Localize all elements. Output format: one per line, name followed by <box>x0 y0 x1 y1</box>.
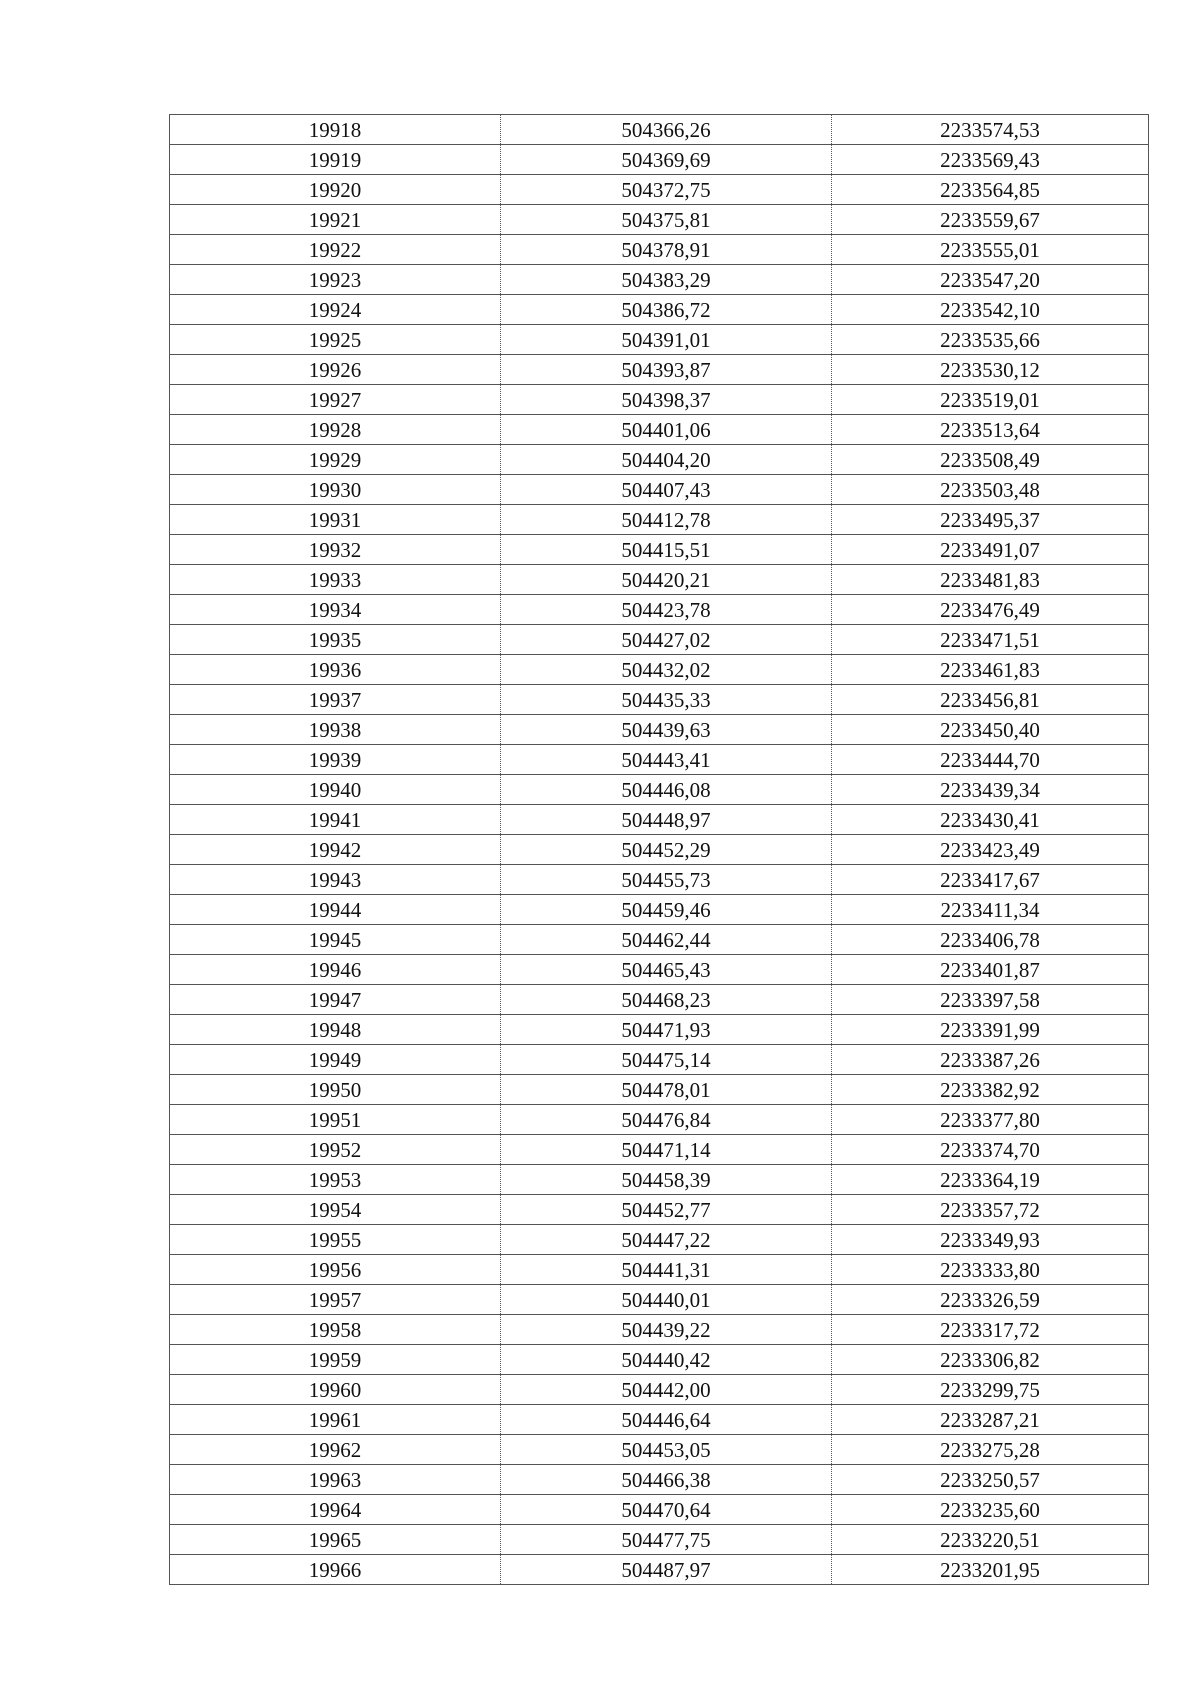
coordinate-table <box>169 114 1149 1585</box>
y-coordinate-cell: 2233559,67 <box>832 205 1149 235</box>
point-number-cell: 19966 <box>170 1555 501 1585</box>
x-coordinate-cell: 504420,21 <box>501 565 832 595</box>
x-coordinate-cell: 504458,39 <box>501 1165 832 1195</box>
point-number-cell: 19929 <box>170 445 501 475</box>
table-row <box>170 1075 1149 1105</box>
point-number-cell: 19931 <box>170 505 501 535</box>
x-coordinate-cell: 504459,46 <box>501 895 832 925</box>
point-number-cell: 19955 <box>170 1225 501 1255</box>
y-coordinate-cell: 2233569,43 <box>832 145 1149 175</box>
x-coordinate-cell: 504455,73 <box>501 865 832 895</box>
x-coordinate-cell: 504366,26 <box>501 115 832 145</box>
x-coordinate-cell: 504415,51 <box>501 535 832 565</box>
y-coordinate-cell: 2233333,80 <box>832 1255 1149 1285</box>
y-coordinate-cell: 2233275,28 <box>832 1435 1149 1465</box>
y-coordinate-cell: 2233456,81 <box>832 685 1149 715</box>
point-number-cell: 19919 <box>170 145 501 175</box>
table-row <box>170 325 1149 355</box>
x-coordinate-cell: 504407,43 <box>501 475 832 505</box>
y-coordinate-cell: 2233495,37 <box>832 505 1149 535</box>
y-coordinate-cell: 2233374,70 <box>832 1135 1149 1165</box>
y-coordinate-cell: 2233201,95 <box>832 1555 1149 1585</box>
y-coordinate-cell: 2233461,83 <box>832 655 1149 685</box>
point-number-cell: 19951 <box>170 1105 501 1135</box>
y-coordinate-cell: 2233564,85 <box>832 175 1149 205</box>
y-coordinate-cell: 2233481,83 <box>832 565 1149 595</box>
point-number-cell: 19952 <box>170 1135 501 1165</box>
point-number-cell: 19930 <box>170 475 501 505</box>
point-number-cell: 19923 <box>170 265 501 295</box>
x-coordinate-cell: 504443,41 <box>501 745 832 775</box>
y-coordinate-cell: 2233535,66 <box>832 325 1149 355</box>
table-row <box>170 895 1149 925</box>
point-number-cell: 19935 <box>170 625 501 655</box>
x-coordinate-cell: 504404,20 <box>501 445 832 475</box>
x-coordinate-cell: 504452,29 <box>501 835 832 865</box>
y-coordinate-cell: 2233220,51 <box>832 1525 1149 1555</box>
table-row <box>170 1165 1149 1195</box>
x-coordinate-cell: 504441,31 <box>501 1255 832 1285</box>
table-row <box>170 775 1149 805</box>
x-coordinate-cell: 504383,29 <box>501 265 832 295</box>
y-coordinate-cell: 2233406,78 <box>832 925 1149 955</box>
y-coordinate-cell: 2233542,10 <box>832 295 1149 325</box>
x-coordinate-cell: 504471,14 <box>501 1135 832 1165</box>
table-row <box>170 1285 1149 1315</box>
point-number-cell: 19963 <box>170 1465 501 1495</box>
point-number-cell: 19937 <box>170 685 501 715</box>
table-row <box>170 625 1149 655</box>
table-row <box>170 745 1149 775</box>
point-number-cell: 19936 <box>170 655 501 685</box>
y-coordinate-cell: 2233423,49 <box>832 835 1149 865</box>
table-row <box>170 685 1149 715</box>
point-number-cell: 19939 <box>170 745 501 775</box>
table-row <box>170 1195 1149 1225</box>
y-coordinate-cell: 2233364,19 <box>832 1165 1149 1195</box>
point-number-cell: 19958 <box>170 1315 501 1345</box>
x-coordinate-cell: 504465,43 <box>501 955 832 985</box>
x-coordinate-cell: 504372,75 <box>501 175 832 205</box>
table-row <box>170 1105 1149 1135</box>
point-number-cell: 19941 <box>170 805 501 835</box>
x-coordinate-cell: 504439,63 <box>501 715 832 745</box>
point-number-cell: 19934 <box>170 595 501 625</box>
x-coordinate-cell: 504487,97 <box>501 1555 832 1585</box>
point-number-cell: 19965 <box>170 1525 501 1555</box>
table-row <box>170 655 1149 685</box>
y-coordinate-cell: 2233235,60 <box>832 1495 1149 1525</box>
table-row <box>170 1435 1149 1465</box>
table-row <box>170 235 1149 265</box>
y-coordinate-cell: 2233326,59 <box>832 1285 1149 1315</box>
table-row <box>170 505 1149 535</box>
y-coordinate-cell: 2233382,92 <box>832 1075 1149 1105</box>
table-row <box>170 265 1149 295</box>
table-row <box>170 1255 1149 1285</box>
x-coordinate-cell: 504391,01 <box>501 325 832 355</box>
point-number-cell: 19949 <box>170 1045 501 1075</box>
table-row <box>170 355 1149 385</box>
y-coordinate-cell: 2233250,57 <box>832 1465 1149 1495</box>
table-row <box>170 175 1149 205</box>
table-row <box>170 205 1149 235</box>
x-coordinate-cell: 504432,02 <box>501 655 832 685</box>
point-number-cell: 19960 <box>170 1375 501 1405</box>
table-row <box>170 1225 1149 1255</box>
y-coordinate-cell: 2233430,41 <box>832 805 1149 835</box>
point-number-cell: 19920 <box>170 175 501 205</box>
x-coordinate-cell: 504471,93 <box>501 1015 832 1045</box>
y-coordinate-cell: 2233519,01 <box>832 385 1149 415</box>
point-number-cell: 19961 <box>170 1405 501 1435</box>
x-coordinate-cell: 504462,44 <box>501 925 832 955</box>
point-number-cell: 19918 <box>170 115 501 145</box>
y-coordinate-cell: 2233547,20 <box>832 265 1149 295</box>
table-row <box>170 595 1149 625</box>
table-row <box>170 865 1149 895</box>
y-coordinate-cell: 2233299,75 <box>832 1375 1149 1405</box>
point-number-cell: 19953 <box>170 1165 501 1195</box>
point-number-cell: 19957 <box>170 1285 501 1315</box>
y-coordinate-cell: 2233287,21 <box>832 1405 1149 1435</box>
table-row <box>170 1015 1149 1045</box>
table-row <box>170 715 1149 745</box>
y-coordinate-cell: 2233391,99 <box>832 1015 1149 1045</box>
table-row <box>170 1345 1149 1375</box>
x-coordinate-cell: 504453,05 <box>501 1435 832 1465</box>
x-coordinate-cell: 504440,42 <box>501 1345 832 1375</box>
x-coordinate-cell: 504448,97 <box>501 805 832 835</box>
x-coordinate-cell: 504477,75 <box>501 1525 832 1555</box>
point-number-cell: 19954 <box>170 1195 501 1225</box>
table-row <box>170 385 1149 415</box>
point-number-cell: 19942 <box>170 835 501 865</box>
y-coordinate-cell: 2233417,67 <box>832 865 1149 895</box>
x-coordinate-cell: 504378,91 <box>501 235 832 265</box>
y-coordinate-cell: 2233306,82 <box>832 1345 1149 1375</box>
x-coordinate-cell: 504478,01 <box>501 1075 832 1105</box>
y-coordinate-cell: 2233530,12 <box>832 355 1149 385</box>
x-coordinate-cell: 504427,02 <box>501 625 832 655</box>
table-row <box>170 1405 1149 1435</box>
x-coordinate-cell: 504476,84 <box>501 1105 832 1135</box>
point-number-cell: 19959 <box>170 1345 501 1375</box>
table-row <box>170 565 1149 595</box>
table-row <box>170 1315 1149 1345</box>
x-coordinate-cell: 504398,37 <box>501 385 832 415</box>
table-row <box>170 1495 1149 1525</box>
y-coordinate-cell: 2233508,49 <box>832 445 1149 475</box>
table-row <box>170 1465 1149 1495</box>
table-row <box>170 835 1149 865</box>
x-coordinate-cell: 504446,64 <box>501 1405 832 1435</box>
coordinate-table-body <box>170 115 1149 1585</box>
point-number-cell: 19932 <box>170 535 501 565</box>
x-coordinate-cell: 504393,87 <box>501 355 832 385</box>
table-row <box>170 1525 1149 1555</box>
table-row <box>170 1045 1149 1075</box>
x-coordinate-cell: 504439,22 <box>501 1315 832 1345</box>
point-number-cell: 19946 <box>170 955 501 985</box>
x-coordinate-cell: 504412,78 <box>501 505 832 535</box>
x-coordinate-cell: 504447,22 <box>501 1225 832 1255</box>
table-row <box>170 985 1149 1015</box>
point-number-cell: 19964 <box>170 1495 501 1525</box>
point-number-cell: 19933 <box>170 565 501 595</box>
x-coordinate-cell: 504468,23 <box>501 985 832 1015</box>
y-coordinate-cell: 2233503,48 <box>832 475 1149 505</box>
y-coordinate-cell: 2233397,58 <box>832 985 1149 1015</box>
table-row <box>170 115 1149 145</box>
table-row <box>170 295 1149 325</box>
x-coordinate-cell: 504466,38 <box>501 1465 832 1495</box>
table-row <box>170 805 1149 835</box>
point-number-cell: 19950 <box>170 1075 501 1105</box>
x-coordinate-cell: 504442,00 <box>501 1375 832 1405</box>
point-number-cell: 19947 <box>170 985 501 1015</box>
table-row <box>170 445 1149 475</box>
point-number-cell: 19926 <box>170 355 501 385</box>
y-coordinate-cell: 2233411,34 <box>832 895 1149 925</box>
table-row <box>170 925 1149 955</box>
point-number-cell: 19940 <box>170 775 501 805</box>
point-number-cell: 19962 <box>170 1435 501 1465</box>
table-row <box>170 145 1149 175</box>
point-number-cell: 19943 <box>170 865 501 895</box>
y-coordinate-cell: 2233574,53 <box>832 115 1149 145</box>
table-row <box>170 415 1149 445</box>
x-coordinate-cell: 504375,81 <box>501 205 832 235</box>
x-coordinate-cell: 504401,06 <box>501 415 832 445</box>
x-coordinate-cell: 504369,69 <box>501 145 832 175</box>
table-row <box>170 1375 1149 1405</box>
x-coordinate-cell: 504435,33 <box>501 685 832 715</box>
point-number-cell: 19922 <box>170 235 501 265</box>
point-number-cell: 19945 <box>170 925 501 955</box>
point-number-cell: 19944 <box>170 895 501 925</box>
point-number-cell: 19938 <box>170 715 501 745</box>
x-coordinate-cell: 504475,14 <box>501 1045 832 1075</box>
x-coordinate-cell: 504446,08 <box>501 775 832 805</box>
table-row <box>170 475 1149 505</box>
y-coordinate-cell: 2233513,64 <box>832 415 1149 445</box>
y-coordinate-cell: 2233491,07 <box>832 535 1149 565</box>
point-number-cell: 19925 <box>170 325 501 355</box>
y-coordinate-cell: 2233471,51 <box>832 625 1149 655</box>
x-coordinate-cell: 504470,64 <box>501 1495 832 1525</box>
x-coordinate-cell: 504386,72 <box>501 295 832 325</box>
y-coordinate-cell: 2233387,26 <box>832 1045 1149 1075</box>
y-coordinate-cell: 2233444,70 <box>832 745 1149 775</box>
x-coordinate-cell: 504423,78 <box>501 595 832 625</box>
point-number-cell: 19928 <box>170 415 501 445</box>
y-coordinate-cell: 2233349,93 <box>832 1225 1149 1255</box>
point-number-cell: 19924 <box>170 295 501 325</box>
table-row <box>170 955 1149 985</box>
point-number-cell: 19948 <box>170 1015 501 1045</box>
point-number-cell: 19921 <box>170 205 501 235</box>
y-coordinate-cell: 2233555,01 <box>832 235 1149 265</box>
y-coordinate-cell: 2233377,80 <box>832 1105 1149 1135</box>
y-coordinate-cell: 2233476,49 <box>832 595 1149 625</box>
table-row <box>170 535 1149 565</box>
y-coordinate-cell: 2233439,34 <box>832 775 1149 805</box>
y-coordinate-cell: 2233357,72 <box>832 1195 1149 1225</box>
y-coordinate-cell: 2233401,87 <box>832 955 1149 985</box>
table-row <box>170 1135 1149 1165</box>
x-coordinate-cell: 504452,77 <box>501 1195 832 1225</box>
x-coordinate-cell: 504440,01 <box>501 1285 832 1315</box>
y-coordinate-cell: 2233450,40 <box>832 715 1149 745</box>
y-coordinate-cell: 2233317,72 <box>832 1315 1149 1345</box>
point-number-cell: 19927 <box>170 385 501 415</box>
point-number-cell: 19956 <box>170 1255 501 1285</box>
table-row <box>170 1555 1149 1585</box>
